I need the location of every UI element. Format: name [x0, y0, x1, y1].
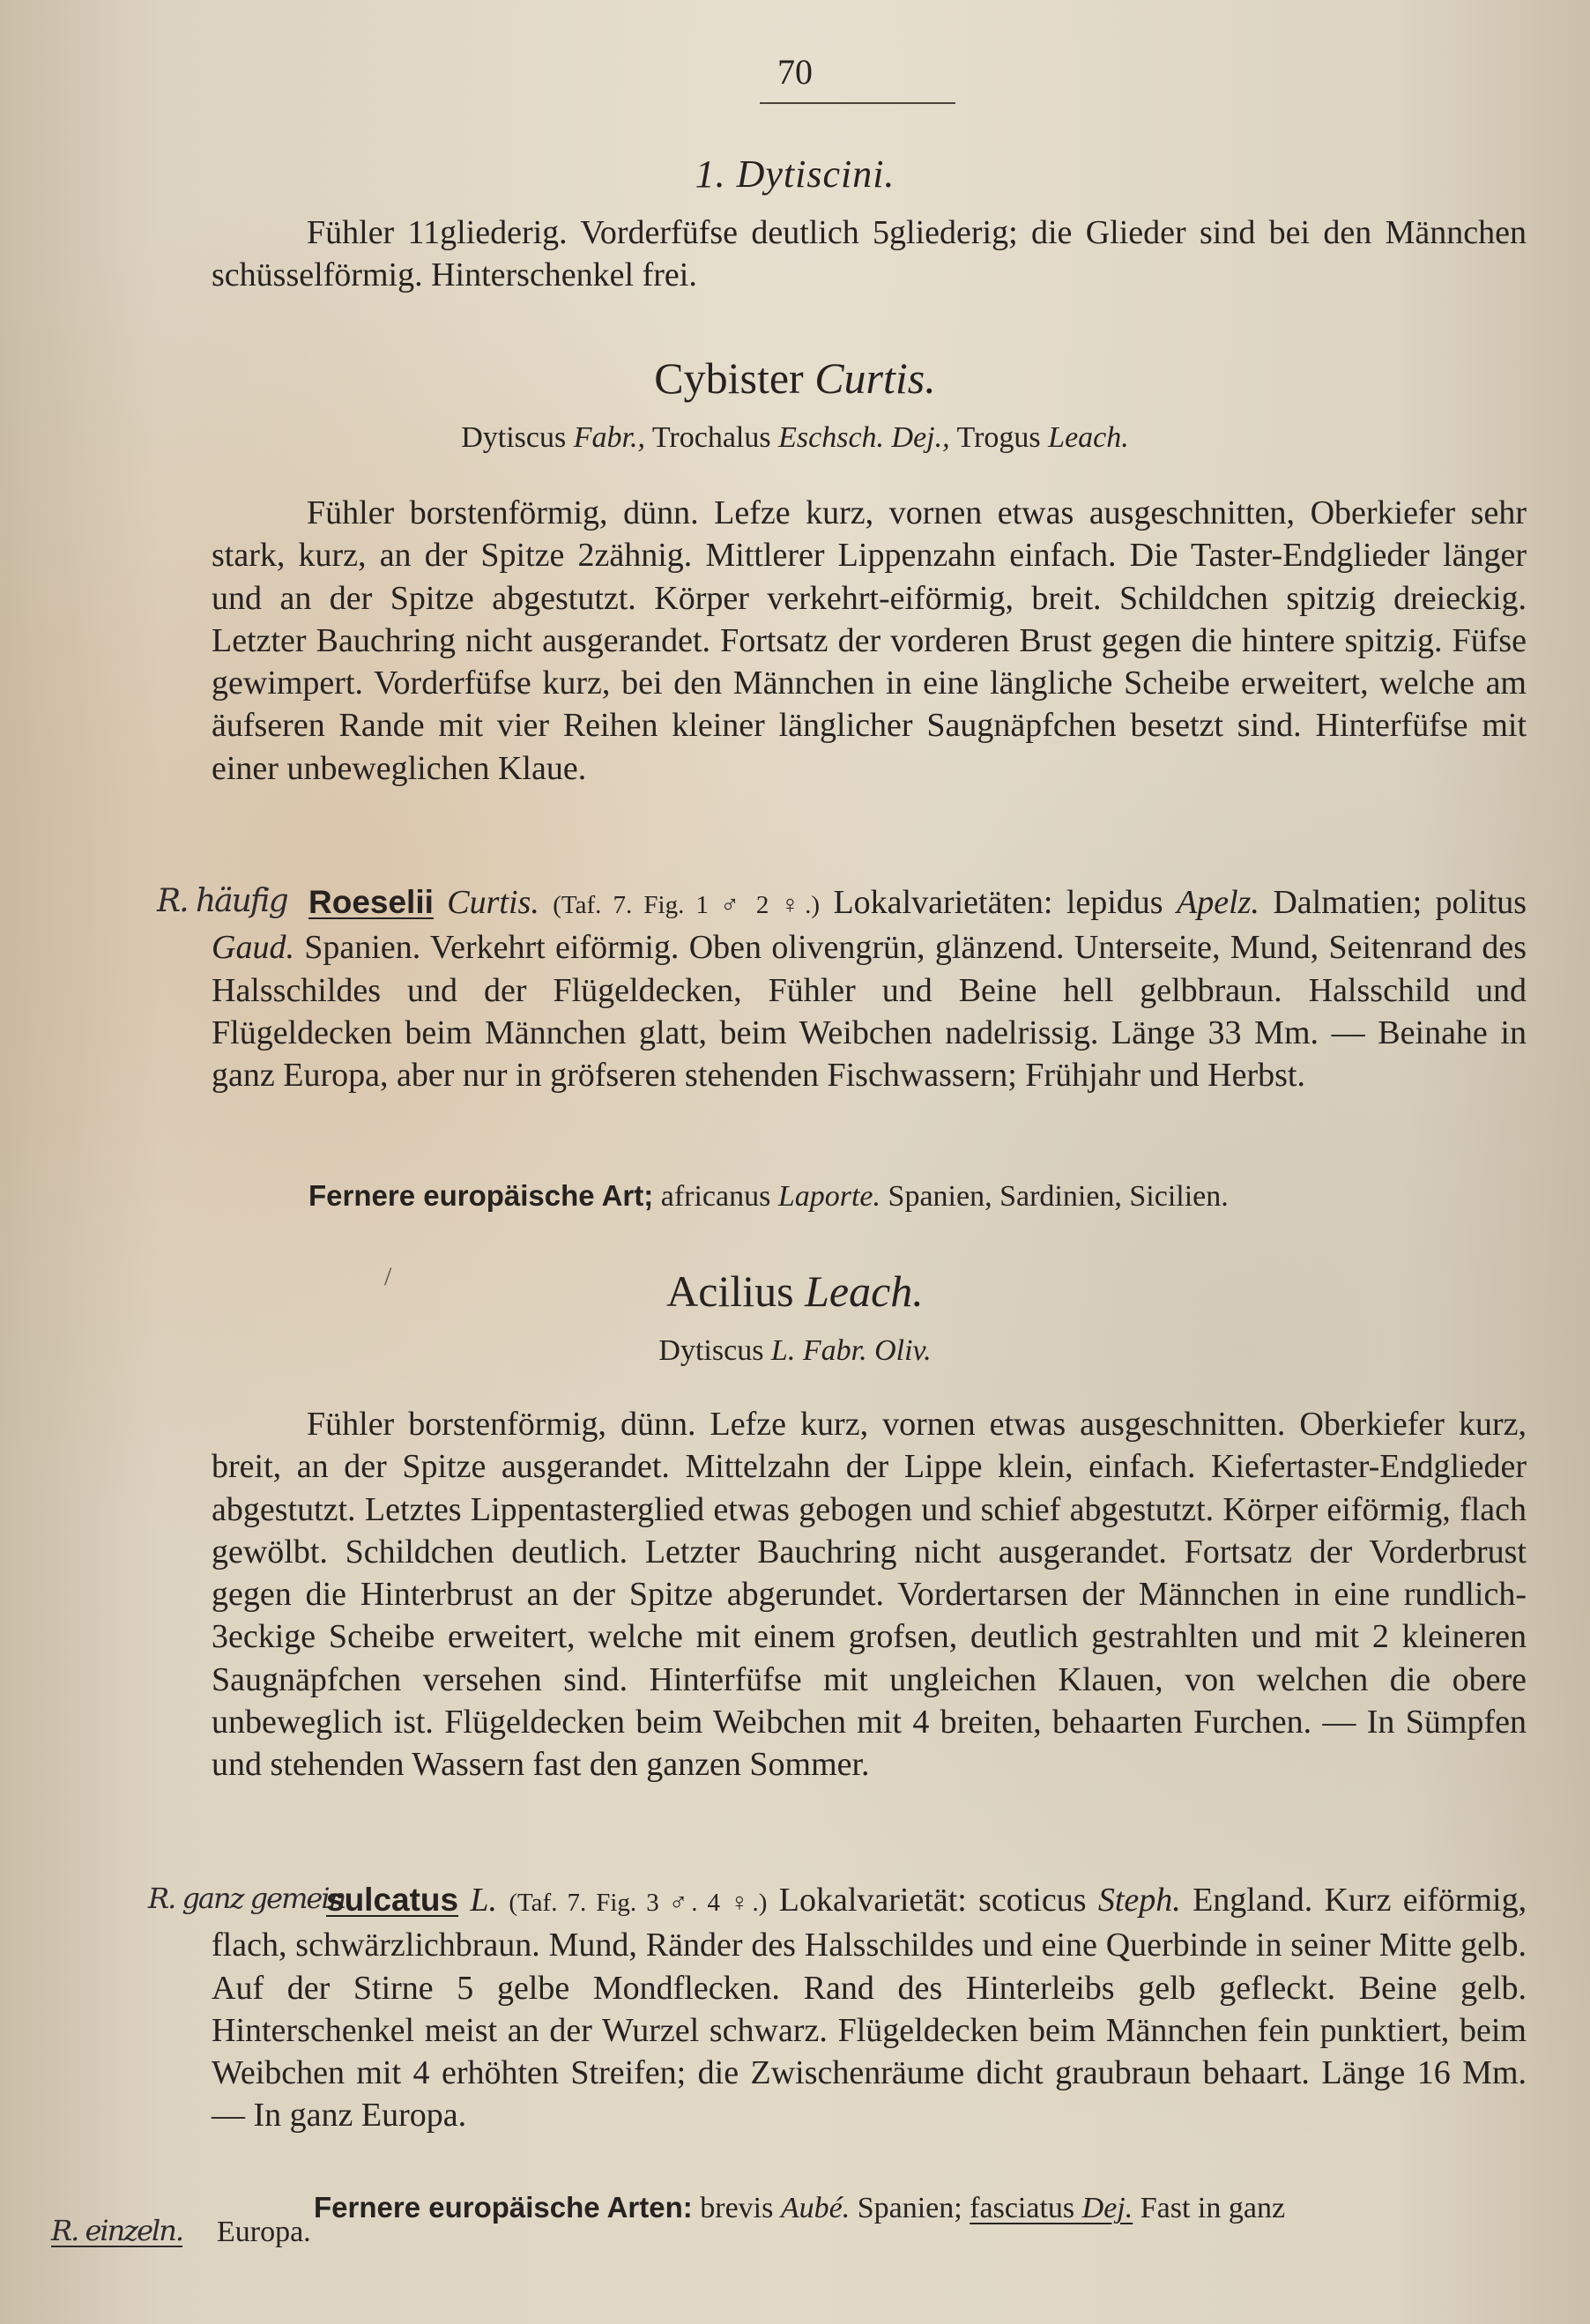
- section-description: Fühler 11gliederig. Vorderfüfse deutlich 5gliederig; die Glieder sind bei den Männchen schüsselförmig. Hinterschenkel frei.: [212, 214, 1527, 294]
- further-species-acilius: Fernere europäische Arten: brevis Aubé. Spanien; fasciatus Dej. Fast in ganz: [314, 2191, 1286, 2224]
- pencil-tick-mark: /: [384, 1262, 392, 1291]
- genus-heading-acilius: Acilius Leach.: [666, 1266, 924, 1316]
- genus-description-cybister: Fühler borstenförmig, dünn. Lefze kurz, vornen etwas ausgeschnitten, Oberkiefer sehr stark, kurz, an der Spitze 2zähnig. Mittlerer Lippenzahn einfach. Die Taster-Endglieder länger und an der Spitze abgestutzt. Körper verkehrt-eiförmig, breit. Schildchen spitzig dreieckig. Letzter Bauchring nicht ausgerandet. Fortsatz der vorderen Brust gegen die hintere spitzig. Füfse gewimpert. Vorderfüfse kurz, bei den Männchen in eine längliche Scheibe erweitert, welche am äufseren Rande mit vier Reihen kleiner länglicher Saugnäpfchen besetzt sind. Hinterfüfse mit einer unbeweglichen Klaue.: [212, 494, 1527, 787]
- species-name: sulcatus: [326, 1882, 459, 1918]
- section-heading: 1. Dytiscini.: [695, 152, 895, 196]
- synonyms-acilius: Dytiscus L. Fabr. Oliv.: [658, 1334, 932, 1367]
- species-sulcatus: sulcatus L. (Taf. 7. Fig. 3 ♂. 4 ♀.) Lokalvarietät: scoticus Steph. England. Kurz eiförmig, flach, schwärzlichbraun. Mund, Ränder des Halsschildes und eine Querbinde in seiner Mitte gelb. Auf der Stirne 5 gelbe Mondflecken. Rand des Hinterleibs gelb gefleckt. Beine gelb. Hinterschenkel meist an der Wurzel schwarz. Flügeldecken beim Männchen fein punktiert, beim Weibchen mit 4 erhöhten Streifen; die Zwischenräume dicht graubraun behaart. Länge 16 Mm. — In ganz Europa.: [212, 1882, 1527, 2135]
- handwritten-note-roeselii: R. häufig: [157, 883, 287, 919]
- header-rule: [760, 102, 955, 104]
- further-species-cybister: Fernere europäische Art; africanus Laporte. Spanien, Sardinien, Sicilien.: [308, 1179, 1229, 1213]
- synonyms-cybister: Dytiscus Fabr., Trochalus Eschsch. Dej., Trogus Leach.: [461, 421, 1129, 454]
- page-number: 70: [777, 52, 813, 92]
- species-roeselii: Roeselii Curtis. (Taf. 7. Fig. 1 ♂ 2 ♀.) Lokalvarietäten: lepidus Apelz. Dalmatien; politus Gaud. Spanien. Verkehrt eiförmig. Oben olivengrün, glänzend. Unterseite, Mund, Seitenrand des Halsschildes und der Flügeldecken, Fühler und Beine hell gelbbraun. Halsschild und Flügeldecken beim Männchen glatt, beim Weibchen nadelrissig. Länge 33 Mm. — Beinahe in ganz Europa, aber nur in gröfseren stehenden Fischwassern; Frühjahr und Herbst.: [212, 884, 1527, 1095]
- handwritten-note-fasciatus: R. einzeln.: [51, 2214, 183, 2247]
- genus-description-acilius: Fühler borstenförmig, dünn. Lefze kurz, vornen etwas ausgeschnitten. Oberkiefer kurz, breit, an der Spitze ausgerandet. Mittelzahn der Lippe klein, einfach. Kiefertaster-Endglieder abgestutzt. Letztes Lippentasterglied etwas gebogen und schief abgestutzt. Körper eiförmig, flach gewölbt. Schildchen deutlich. Letzter Bauchring nicht ausgerandet. Fortsatz der Vorderbrust gegen die Hinterbrust an der Spitze abgerundet. Vordertarsen der Männchen in eine rundlich-3eckige Scheibe erweitert, welche mit einem grofsen, deutlich gestrahlten und mit 2 kleineren Saugnäpfchen versehen sind. Hinterfüfse mit ungleichen Klauen, von welchen die obere unbeweglich ist. Flügeldecken beim Weibchen mit 4 breiten, behaarten Furchen. — In Sümpfen und stehenden Wassern fast den ganzen Sommer.: [212, 1406, 1527, 1784]
- species-name: Roeselii: [308, 884, 434, 920]
- underlined-species: fasciatus Dej.: [970, 2192, 1133, 2224]
- handwritten-note-sulcatus: R. ganz gemein: [148, 1882, 345, 1915]
- further-species-continuation: Europa.: [217, 2216, 311, 2248]
- genus-heading-cybister: Cybister Curtis.: [654, 353, 936, 403]
